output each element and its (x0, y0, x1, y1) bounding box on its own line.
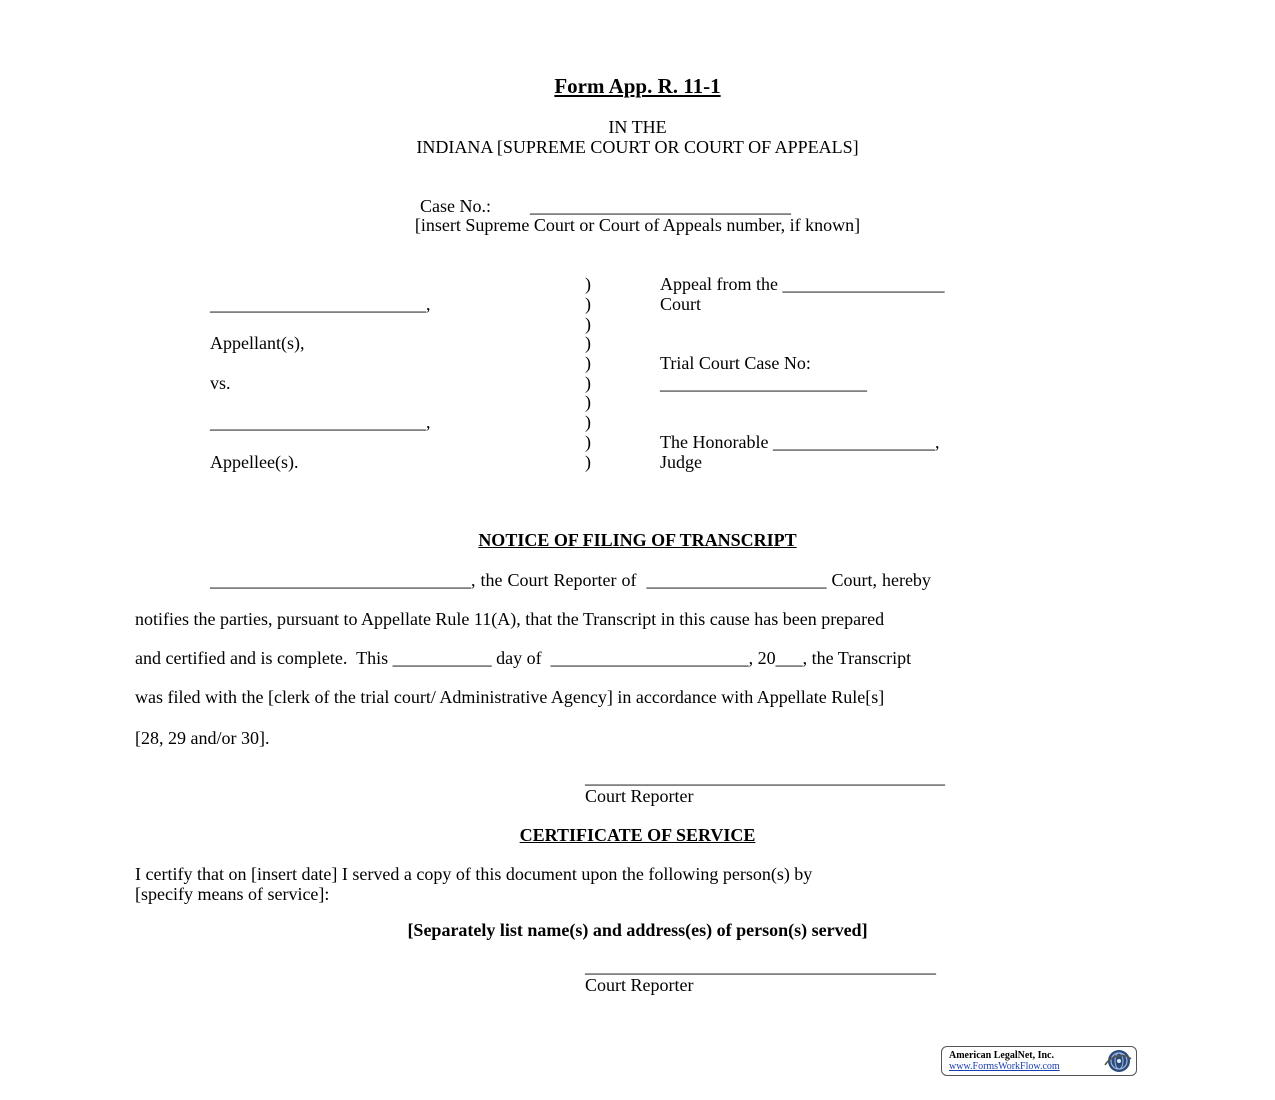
certificate-heading: CERTIFICATE OF SERVICE (519, 825, 756, 845)
honorable-judge-field[interactable]: The Honorable __________________, (660, 432, 940, 452)
certificate-signature-line[interactable]: _______________________________________ (585, 956, 936, 976)
court-name: INDIANA [SUPREME COURT OR COURT OF APPEALS] (416, 137, 859, 157)
served-list-placeholder: [Separately list name(s) and address(es) of person(s) served] (407, 920, 868, 940)
appellee-label: Appellee(s). (210, 452, 299, 472)
in-the-label: IN THE (608, 117, 667, 137)
vs-label: vs. (210, 373, 231, 393)
notice-line: [28, 29 and/or 30]. (135, 728, 270, 748)
caption-paren: ) (585, 392, 591, 412)
trial-case-label: Trial Court Case No: (660, 353, 811, 373)
notice-line: and certified and is complete. This ___________ day of ______________________, 20___, the Transcript (135, 648, 912, 668)
certificate-line: I certify that on [insert date] I served a copy of this document upon the following person(s) by (135, 864, 813, 884)
globe-icon (1099, 1049, 1133, 1073)
caption-paren: ) (585, 432, 591, 452)
certificate-signature-label: Court Reporter (585, 975, 694, 995)
appellant-name-field[interactable]: ________________________, (210, 294, 431, 314)
judge-label: Judge (660, 452, 702, 472)
appeal-from-field[interactable]: Appeal from the __________________ (660, 274, 945, 294)
logo-website-link[interactable]: www.FormsWorkFlow.com (949, 1061, 1060, 1072)
caption-paren: ) (585, 353, 591, 373)
notice-line: _____________________________, the Court Reporter of ____________________ Court, hereby (210, 570, 931, 590)
caption-paren: ) (585, 274, 591, 294)
reporter-signature-line[interactable]: ________________________________________ (585, 767, 945, 787)
appellee-name-field[interactable]: ________________________, (210, 412, 431, 432)
caption-paren: ) (585, 412, 591, 432)
caption-paren: ) (585, 333, 591, 353)
caption-paren: ) (585, 452, 591, 472)
case-no-hint: [insert Supreme Court or Court of Appeals number, if known] (414, 215, 861, 235)
case-no-label: Case No.: (420, 196, 491, 216)
american-legalnet-logo (941, 1046, 1137, 1076)
reporter-signature-label: Court Reporter (585, 786, 694, 806)
notice-heading: NOTICE OF FILING OF TRANSCRIPT (478, 530, 797, 550)
caption-paren: ) (585, 314, 591, 334)
form-title: Form App. R. 11-1 (554, 74, 721, 98)
caption-paren: ) (585, 294, 591, 314)
logo-company-name: American LegalNet, Inc. (949, 1050, 1054, 1061)
notice-line: was filed with the [clerk of the trial court/ Administrative Agency] in accordance with Appellate Rule[s] (135, 687, 885, 707)
notice-line: notifies the parties, pursuant to Appellate Rule 11(A), that the Transcript in this cause has been prepared (135, 609, 885, 629)
appellant-label: Appellant(s), (210, 333, 305, 353)
trial-case-field[interactable]: _______________________ (660, 373, 867, 393)
case-no-field[interactable]: _____________________________ (530, 196, 791, 216)
certificate-line: [specify means of service]: (135, 884, 330, 904)
court-word: Court (660, 294, 702, 314)
caption-paren: ) (585, 373, 591, 393)
